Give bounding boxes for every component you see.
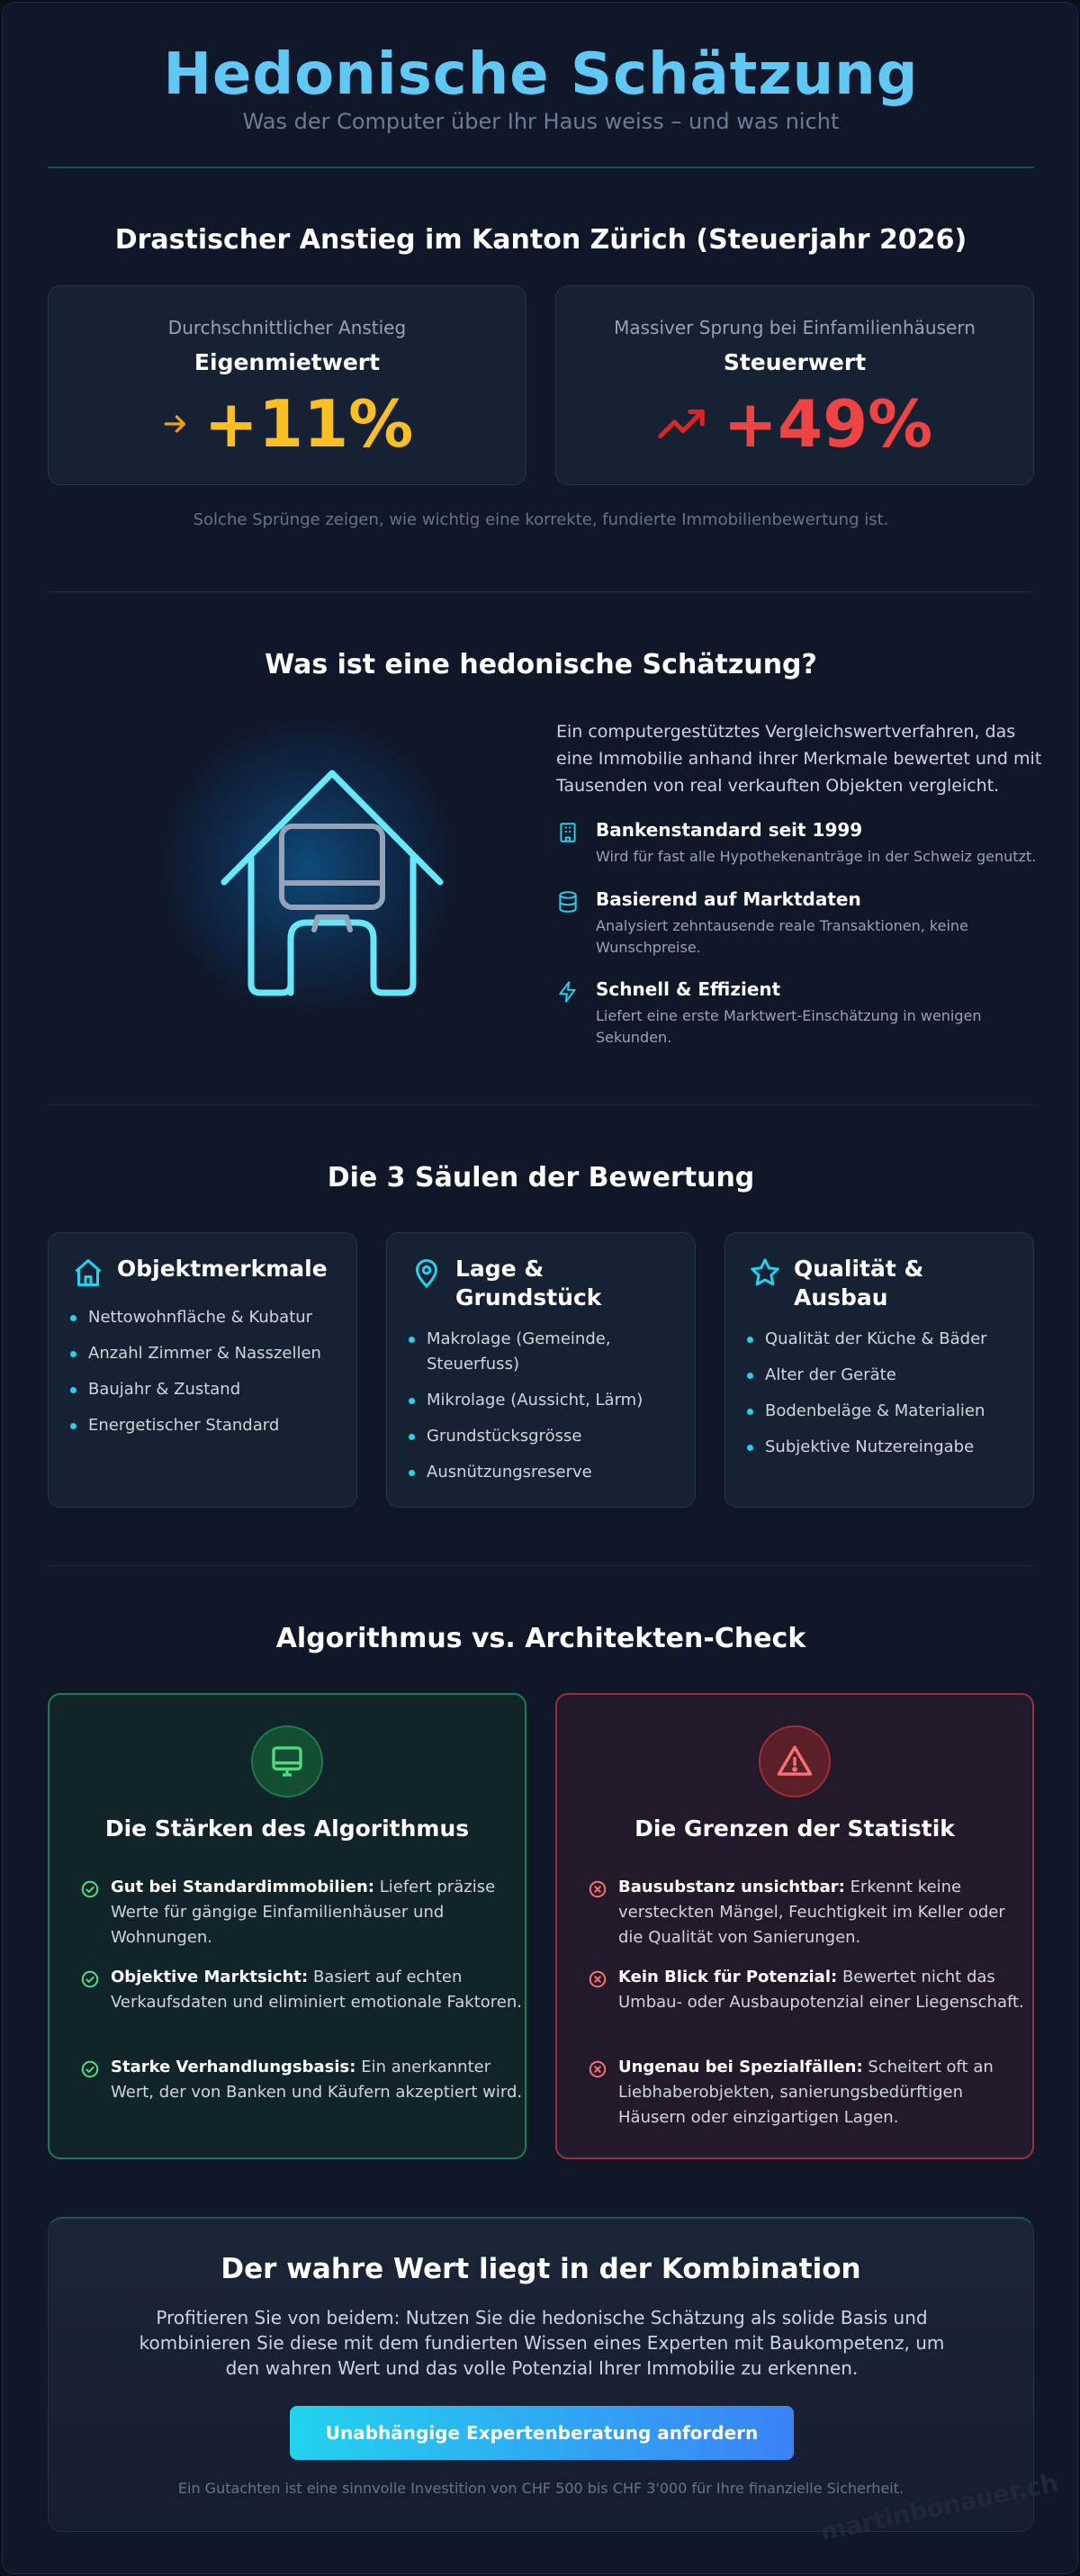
pillar-card-object: [48, 1232, 357, 1508]
x-circle-icon: [588, 1969, 608, 1989]
pillar-title: Lage & Grundstück: [455, 1256, 602, 1311]
stat-label: Massiver Sprung bei Einfamilienhäusern: [614, 317, 976, 338]
pillar-list: [409, 1327, 679, 1496]
warning-icon-badge: [759, 1725, 831, 1797]
x-circle-icon: [588, 1879, 608, 1899]
hedonic-section-title: Was ist eine hedonische Schätzung?: [265, 649, 817, 680]
feature-title: Bankenstandard seit 1999: [596, 819, 863, 841]
database-icon: [556, 890, 580, 914]
x-circle-icon: [588, 2059, 608, 2079]
list-item: Anzahl Zimmer & Nasszellen: [70, 1341, 321, 1366]
house-computer-icon: [156, 714, 462, 1020]
stat-card-eigenmietwert: [48, 285, 526, 485]
statistics-limits-card: [555, 1693, 1034, 2159]
strength-text: Objektive Marktsicht: Basiert auf echten Verkaufsdaten und eliminiert emotionale Faktoren.: [111, 1968, 522, 2012]
section-divider: [48, 1104, 1034, 1105]
stat-label: Durchschnittlicher Anstieg: [167, 317, 407, 338]
stat-value: +11%: [203, 386, 414, 462]
arrow-right-icon: [161, 410, 190, 438]
cta-title: Der wahre Wert liegt in der Kombination: [220, 2253, 861, 2285]
list-item: Makrolage (Gemeinde, Steuerfuss): [409, 1327, 679, 1377]
pillar-list: [70, 1305, 321, 1449]
lightning-icon: [556, 980, 580, 1004]
algorithm-strengths-card: [48, 1693, 526, 2159]
expert-consultation-button[interactable]: Unabhängige Expertenberatung anfordern: [290, 2406, 794, 2460]
increase-section-title: Drastischer Anstieg im Kanton Zürich (Steuerjahr 2026): [114, 224, 968, 256]
check-circle-icon: [80, 2059, 100, 2079]
limit-text: Ungenau bei Spezialfällen: Scheitert oft an Liebhaberobjekten, sanierungsbedürftigen Häusern oder einzigartigen Lagen.: [618, 2058, 994, 2127]
page-subtitle: Was der Computer über Ihr Haus weiss – und was nicht: [242, 109, 840, 134]
section-divider: [48, 1565, 1034, 1566]
list-item: Bodenbeläge & Materialien: [747, 1399, 987, 1424]
pillar-title: Qualität & Ausbau: [794, 1256, 924, 1311]
limit-text: Bausubstanz unsichtbar: Erkennt keine versteckten Mängel, Feuchtigkeit im Keller oder die Qualität von Sanierungen.: [618, 1878, 1005, 1947]
pillar-card-quality: [724, 1232, 1034, 1508]
list-item: Ausnützungsreserve: [409, 1460, 679, 1485]
list-item: Baujahr & Zustand: [70, 1377, 321, 1402]
limits-title: Die Grenzen der Statistik: [634, 1815, 955, 1842]
star-icon: [749, 1256, 781, 1289]
cta-note: Ein Gutachten ist eine sinnvolle Investition von CHF 500 bis CHF 3'000 für Ihre finanzielle Sicherheit.: [177, 2480, 904, 2497]
comparison-section-title: Algorithmus vs. Architekten-Check: [275, 1623, 806, 1654]
feature-text: Liefert eine erste Marktwert-Einschätzung in wenigen Sekunden.: [596, 1007, 982, 1046]
cta-text: Profitieren Sie von beidem: Nutzen Sie die hedonische Schätzung als solide Basis und kombinieren Sie diese mit dem fundierten Wissen eines Experten mit Baukompetenz, um den wahren Wert und das volle Potenzial Ihrer Immobilie zu erkennen.: [139, 2307, 945, 2379]
strength-text: Starke Verhandlungsbasis: Ein anerkannter Wert, der von Banken und Käufern akzeptiert wird.: [111, 2058, 523, 2102]
list-item: Energetischer Standard: [70, 1413, 321, 1438]
list-item: Alter der Geräte: [747, 1363, 987, 1388]
section-divider: [48, 591, 1034, 592]
header-divider: [48, 167, 1034, 168]
bank-building-icon: [556, 821, 580, 844]
monitor-icon-badge: [251, 1725, 323, 1797]
pillar-title: Objektmerkmale: [117, 1256, 328, 1282]
stat-name: Steuerwert: [723, 349, 867, 375]
list-item: Mikrolage (Aussicht, Lärm): [409, 1388, 679, 1413]
strength-text: Gut bei Standardimmobilien: Liefert präzise Werte für gängige Einfamilienhäuser und Wohnungen.: [111, 1878, 496, 1947]
list-item: Grundstücksgrösse: [409, 1424, 679, 1449]
watermark: martinbonauer.ch: [818, 2469, 1061, 2547]
hedonic-intro: Ein computergestütztes Vergleichswertverfahren, das eine Immobilie anhand ihrer Merkmale bewertet und mit Tausenden von real verkauften Objekten vergleicht.: [556, 722, 1042, 796]
monitor-icon: [269, 1743, 305, 1779]
stat-card-steuerwert: [555, 285, 1034, 485]
house-icon: [72, 1256, 104, 1289]
pillar-list: [747, 1327, 987, 1471]
list-item: Qualität der Küche & Bäder: [747, 1327, 987, 1352]
increase-note: Solche Sprünge zeigen, wie wichtig eine korrekte, fundierte Immobilienbewertung ist.: [193, 510, 889, 529]
feature-text: Analysiert zehntausende reale Transaktionen, keine Wunschpreise.: [596, 917, 968, 956]
stat-value: +49%: [723, 386, 933, 462]
strengths-title: Die Stärken des Algorithmus: [104, 1815, 470, 1842]
stat-name: Eigenmietwert: [194, 349, 381, 375]
list-item: Nettowohnfläche & Kubatur: [70, 1305, 321, 1330]
check-circle-icon: [80, 1879, 100, 1899]
pillars-section-title: Die 3 Säulen der Bewertung: [327, 1162, 755, 1193]
list-item: Subjektive Nutzereingabe: [747, 1435, 987, 1460]
check-circle-icon: [80, 1969, 100, 1989]
cta-panel: [48, 2217, 1034, 2532]
map-pin-icon: [410, 1256, 443, 1289]
trending-up-icon: [657, 406, 709, 442]
warning-icon: [776, 1743, 814, 1780]
page-title: Hedonische Schätzung: [163, 41, 919, 108]
pillar-card-location: [386, 1232, 696, 1508]
house-illustration: [156, 714, 462, 1020]
feature-text: Wird für fast alle Hypothekenanträge in der Schweiz genutzt.: [596, 848, 1037, 865]
feature-title: Basierend auf Marktdaten: [596, 888, 861, 910]
limit-text: Kein Blick für Potenzial: Bewertet nicht das Umbau- oder Ausbaupotenzial einer Liegenschaft.: [618, 1968, 1024, 2012]
feature-title: Schnell & Effizient: [596, 978, 781, 1000]
infographic-page: [2, 2, 1078, 2574]
